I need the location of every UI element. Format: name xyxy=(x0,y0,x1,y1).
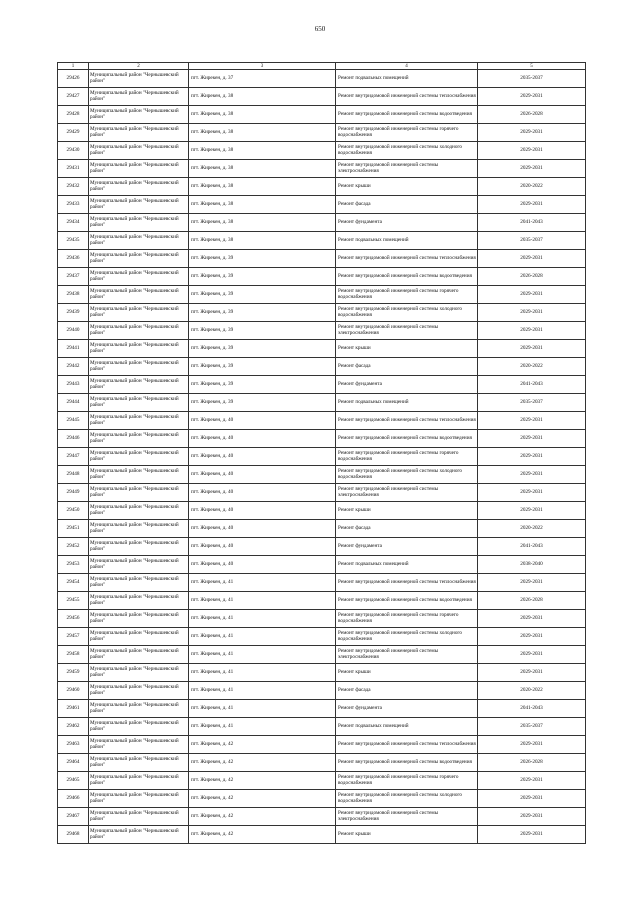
address-cell: пгт. Жирекен, д. 41 xyxy=(189,592,336,610)
table-row xyxy=(58,826,586,844)
row-number: 29445 xyxy=(58,412,89,430)
row-number: 29441 xyxy=(58,340,89,358)
municipality-cell: Муниципальный район "Чернышевский район" xyxy=(89,592,189,610)
municipality-cell: Муниципальный район "Чернышевский район" xyxy=(89,232,189,250)
table-row xyxy=(58,646,586,664)
row-number: 29457 xyxy=(58,628,89,646)
municipality-cell: Муниципальный район "Чернышевский район" xyxy=(89,448,189,466)
address-cell: пгт. Жирекен, д. 37 xyxy=(189,70,336,88)
period-cell: 2029-2031 xyxy=(478,322,586,340)
period-cell: 2029-2031 xyxy=(478,160,586,178)
work-type-cell: Ремонт фундамента xyxy=(336,214,478,232)
work-type-cell: Ремонт внутридомовой инженерной системы горячего водоснабжения xyxy=(336,610,478,628)
period-cell: 2029-2031 xyxy=(478,466,586,484)
table-row xyxy=(58,610,586,628)
work-type-cell: Ремонт внутридомовой инженерной системы электроснабжения xyxy=(336,484,478,502)
period-cell: 2020-2022 xyxy=(478,682,586,700)
period-cell: 2029-2031 xyxy=(478,286,586,304)
row-number: 29426 xyxy=(58,70,89,88)
row-number: 29444 xyxy=(58,394,89,412)
row-number: 29433 xyxy=(58,196,89,214)
work-type-cell: Ремонт крыши xyxy=(336,502,478,520)
table-row xyxy=(58,808,586,826)
municipality-cell: Муниципальный район "Чернышевский район" xyxy=(89,646,189,664)
address-cell: пгт. Жирекен, д. 38 xyxy=(189,88,336,106)
period-cell: 2029-2031 xyxy=(478,610,586,628)
work-type-cell: Ремонт внутридомовой инженерной системы теплоснабжения xyxy=(336,88,478,106)
work-type-cell: Ремонт подвальных помещений xyxy=(336,718,478,736)
work-type-cell: Ремонт внутридомовой инженерной системы холодного водоснабжения xyxy=(336,628,478,646)
period-cell: 2029-2031 xyxy=(478,646,586,664)
table-row xyxy=(58,682,586,700)
row-number: 29463 xyxy=(58,736,89,754)
table-row xyxy=(58,196,586,214)
work-type-cell: Ремонт крыши xyxy=(336,826,478,844)
work-type-cell: Ремонт фундамента xyxy=(336,700,478,718)
municipality-cell: Муниципальный район "Чернышевский район" xyxy=(89,340,189,358)
table-row xyxy=(58,556,586,574)
address-cell: пгт. Жирекен, д. 42 xyxy=(189,826,336,844)
period-cell: 2029-2031 xyxy=(478,484,586,502)
address-cell: пгт. Жирекен, д. 39 xyxy=(189,340,336,358)
period-cell: 2029-2031 xyxy=(478,574,586,592)
page-number: 650 xyxy=(314,25,326,33)
work-type-cell: Ремонт подвальных помещений xyxy=(336,70,478,88)
period-cell: 2029-2031 xyxy=(478,790,586,808)
row-number: 29454 xyxy=(58,574,89,592)
address-cell: пгт. Жирекен, д. 40 xyxy=(189,502,336,520)
work-type-cell: Ремонт внутридомовой инженерной системы холодного водоснабжения xyxy=(336,142,478,160)
table-row xyxy=(58,376,586,394)
address-cell: пгт. Жирекен, д. 39 xyxy=(189,304,336,322)
work-type-cell: Ремонт внутридомовой инженерной системы теплоснабжения xyxy=(336,736,478,754)
table-row xyxy=(58,340,586,358)
municipality-cell: Муниципальный район "Чернышевский район" xyxy=(89,574,189,592)
municipality-cell: Муниципальный район "Чернышевский район" xyxy=(89,466,189,484)
municipality-cell: Муниципальный район "Чернышевский район" xyxy=(89,142,189,160)
municipality-cell: Муниципальный район "Чернышевский район" xyxy=(89,196,189,214)
row-number: 29461 xyxy=(58,700,89,718)
table-row xyxy=(58,772,586,790)
table-row xyxy=(58,286,586,304)
period-cell: 2029-2031 xyxy=(478,142,586,160)
municipality-cell: Муниципальный район "Чернышевский район" xyxy=(89,484,189,502)
row-number: 29468 xyxy=(58,826,89,844)
work-type-cell: Ремонт подвальных помещений xyxy=(336,556,478,574)
table-row xyxy=(58,268,586,286)
address-cell: пгт. Жирекен, д. 39 xyxy=(189,268,336,286)
period-cell: 2029-2031 xyxy=(478,772,586,790)
table-row xyxy=(58,250,586,268)
address-cell: пгт. Жирекен, д. 41 xyxy=(189,628,336,646)
work-type-cell: Ремонт внутридомовой инженерной системы электроснабжения xyxy=(336,808,478,826)
table-row xyxy=(58,502,586,520)
municipality-cell: Муниципальный район "Чернышевский район" xyxy=(89,682,189,700)
period-cell: 2029-2031 xyxy=(478,502,586,520)
municipality-cell: Муниципальный район "Чернышевский район" xyxy=(89,70,189,88)
row-number: 29449 xyxy=(58,484,89,502)
work-type-cell: Ремонт внутридомовой инженерной системы горячего водоснабжения xyxy=(336,772,478,790)
row-number: 29466 xyxy=(58,790,89,808)
table-row xyxy=(58,160,586,178)
row-number: 29458 xyxy=(58,646,89,664)
table-row xyxy=(58,736,586,754)
period-cell: 2029-2031 xyxy=(478,88,586,106)
address-cell: пгт. Жирекен, д. 41 xyxy=(189,682,336,700)
row-number: 29439 xyxy=(58,304,89,322)
address-cell: пгт. Жирекен, д. 38 xyxy=(189,106,336,124)
period-cell: 2035-2037 xyxy=(478,718,586,736)
work-type-cell: Ремонт подвальных помещений xyxy=(336,394,478,412)
municipality-cell: Муниципальный район "Чернышевский район" xyxy=(89,286,189,304)
period-cell: 2041-2043 xyxy=(478,376,586,394)
period-cell: 2020-2022 xyxy=(478,178,586,196)
municipality-cell: Муниципальный район "Чернышевский район" xyxy=(89,304,189,322)
address-cell: пгт. Жирекен, д. 42 xyxy=(189,790,336,808)
address-cell: пгт. Жирекен, д. 40 xyxy=(189,556,336,574)
municipality-cell: Муниципальный район "Чернышевский район" xyxy=(89,664,189,682)
period-cell: 2029-2031 xyxy=(478,340,586,358)
row-number: 29455 xyxy=(58,592,89,610)
municipality-cell: Муниципальный район "Чернышевский район" xyxy=(89,502,189,520)
period-cell: 2038-2040 xyxy=(478,556,586,574)
address-cell: пгт. Жирекен, д. 39 xyxy=(189,358,336,376)
address-cell: пгт. Жирекен, д. 40 xyxy=(189,448,336,466)
work-type-cell: Ремонт внутридомовой инженерной системы горячего водоснабжения xyxy=(336,124,478,142)
municipality-cell: Муниципальный район "Чернышевский район" xyxy=(89,160,189,178)
municipality-cell: Муниципальный район "Чернышевский район" xyxy=(89,790,189,808)
municipality-cell: Муниципальный район "Чернышевский район" xyxy=(89,178,189,196)
row-number: 29467 xyxy=(58,808,89,826)
row-number: 29446 xyxy=(58,430,89,448)
address-cell: пгт. Жирекен, д. 41 xyxy=(189,664,336,682)
period-cell: 2020-2022 xyxy=(478,520,586,538)
work-type-cell: Ремонт крыши xyxy=(336,340,478,358)
address-cell: пгт. Жирекен, д. 38 xyxy=(189,160,336,178)
row-number: 29429 xyxy=(58,124,89,142)
municipality-cell: Муниципальный район "Чернышевский район" xyxy=(89,556,189,574)
address-cell: пгт. Жирекен, д. 38 xyxy=(189,124,336,142)
table-row xyxy=(58,664,586,682)
row-number: 29440 xyxy=(58,322,89,340)
work-type-cell: Ремонт внутридомовой инженерной системы водоотведения xyxy=(336,106,478,124)
address-cell: пгт. Жирекен, д. 40 xyxy=(189,466,336,484)
period-cell: 2026-2028 xyxy=(478,106,586,124)
period-cell: 2041-2043 xyxy=(478,538,586,556)
table-row xyxy=(58,358,586,376)
table-row xyxy=(58,70,586,88)
table-row xyxy=(58,448,586,466)
period-cell: 2026-2028 xyxy=(478,754,586,772)
table-row xyxy=(58,700,586,718)
work-type-cell: Ремонт внутридомовой инженерной системы горячего водоснабжения xyxy=(336,448,478,466)
municipality-cell: Муниципальный район "Чернышевский район" xyxy=(89,412,189,430)
work-type-cell: Ремонт внутридомовой инженерной системы электроснабжения xyxy=(336,322,478,340)
period-cell: 2029-2031 xyxy=(478,826,586,844)
table-row xyxy=(58,124,586,142)
work-type-cell: Ремонт внутридомовой инженерной системы холодного водоснабжения xyxy=(336,466,478,484)
address-cell: пгт. Жирекен, д. 39 xyxy=(189,394,336,412)
municipality-cell: Муниципальный район "Чернышевский район" xyxy=(89,700,189,718)
work-type-cell: Ремонт подвальных помещений xyxy=(336,232,478,250)
municipality-cell: Муниципальный район "Чернышевский район" xyxy=(89,88,189,106)
period-cell: 2029-2031 xyxy=(478,664,586,682)
municipality-cell: Муниципальный район "Чернышевский район" xyxy=(89,124,189,142)
work-type-cell: Ремонт фасада xyxy=(336,520,478,538)
table-row xyxy=(58,430,586,448)
address-cell: пгт. Жирекен, д. 38 xyxy=(189,142,336,160)
table-row xyxy=(58,214,586,232)
table-row xyxy=(58,538,586,556)
municipality-cell: Муниципальный район "Чернышевский район" xyxy=(89,736,189,754)
work-type-cell: Ремонт крыши xyxy=(336,178,478,196)
address-cell: пгт. Жирекен, д. 39 xyxy=(189,250,336,268)
column-header-2: 2 xyxy=(89,63,189,70)
row-number: 29428 xyxy=(58,106,89,124)
table-row xyxy=(58,232,586,250)
period-cell: 2029-2031 xyxy=(478,124,586,142)
table-row xyxy=(58,322,586,340)
work-type-cell: Ремонт внутридомовой инженерной системы водоотведения xyxy=(336,754,478,772)
municipality-cell: Муниципальный район "Чернышевский район" xyxy=(89,718,189,736)
row-number: 29436 xyxy=(58,250,89,268)
row-number: 29443 xyxy=(58,376,89,394)
work-type-cell: Ремонт внутридомовой инженерной системы водоотведения xyxy=(336,268,478,286)
table-row xyxy=(58,394,586,412)
work-type-cell: Ремонт фасада xyxy=(336,196,478,214)
table-row xyxy=(58,412,586,430)
municipality-cell: Муниципальный район "Чернышевский район" xyxy=(89,394,189,412)
period-cell: 2035-2037 xyxy=(478,232,586,250)
row-number: 29442 xyxy=(58,358,89,376)
row-number: 29427 xyxy=(58,88,89,106)
work-type-cell: Ремонт внутридомовой инженерной системы теплоснабжения xyxy=(336,412,478,430)
address-cell: пгт. Жирекен, д. 42 xyxy=(189,736,336,754)
work-type-cell: Ремонт внутридомовой инженерной системы водоотведения xyxy=(336,430,478,448)
row-number: 29437 xyxy=(58,268,89,286)
municipality-cell: Муниципальный район "Чернышевский район" xyxy=(89,808,189,826)
period-cell: 2029-2031 xyxy=(478,448,586,466)
table-row xyxy=(58,178,586,196)
table-row xyxy=(58,574,586,592)
table-row xyxy=(58,718,586,736)
work-type-cell: Ремонт фундамента xyxy=(336,538,478,556)
row-number: 29460 xyxy=(58,682,89,700)
row-number: 29434 xyxy=(58,214,89,232)
period-cell: 2029-2031 xyxy=(478,736,586,754)
municipality-cell: Муниципальный район "Чернышевский район" xyxy=(89,376,189,394)
period-cell: 2026-2028 xyxy=(478,268,586,286)
address-cell: пгт. Жирекен, д. 39 xyxy=(189,376,336,394)
row-number: 29465 xyxy=(58,772,89,790)
address-cell: пгт. Жирекен, д. 41 xyxy=(189,718,336,736)
address-cell: пгт. Жирекен, д. 38 xyxy=(189,178,336,196)
work-type-cell: Ремонт фундамента xyxy=(336,376,478,394)
period-cell: 2029-2031 xyxy=(478,628,586,646)
municipality-cell: Муниципальный район "Чернышевский район" xyxy=(89,826,189,844)
row-number: 29435 xyxy=(58,232,89,250)
row-number: 29462 xyxy=(58,718,89,736)
period-cell: 2029-2031 xyxy=(478,304,586,322)
municipality-cell: Муниципальный район "Чернышевский район" xyxy=(89,268,189,286)
address-cell: пгт. Жирекен, д. 42 xyxy=(189,754,336,772)
municipality-cell: Муниципальный район "Чернышевский район" xyxy=(89,610,189,628)
period-cell: 2020-2022 xyxy=(478,358,586,376)
period-cell: 2029-2031 xyxy=(478,196,586,214)
work-type-cell: Ремонт фасада xyxy=(336,682,478,700)
column-header-4: 4 xyxy=(336,63,478,70)
work-type-cell: Ремонт внутридомовой инженерной системы холодного водоснабжения xyxy=(336,790,478,808)
address-cell: пгт. Жирекен, д. 38 xyxy=(189,214,336,232)
row-number: 29431 xyxy=(58,160,89,178)
row-number: 29438 xyxy=(58,286,89,304)
municipality-cell: Муниципальный район "Чернышевский район" xyxy=(89,538,189,556)
address-cell: пгт. Жирекен, д. 40 xyxy=(189,412,336,430)
table-row xyxy=(58,142,586,160)
table-row xyxy=(58,106,586,124)
work-type-cell: Ремонт внутридомовой инженерной системы теплоснабжения xyxy=(336,250,478,268)
table-row xyxy=(58,520,586,538)
row-number: 29450 xyxy=(58,502,89,520)
work-type-cell: Ремонт внутридомовой инженерной системы электроснабжения xyxy=(336,160,478,178)
period-cell: 2035-2037 xyxy=(478,394,586,412)
address-cell: пгт. Жирекен, д. 41 xyxy=(189,574,336,592)
column-header-3: 3 xyxy=(189,63,336,70)
header-row xyxy=(58,63,586,70)
work-type-cell: Ремонт внутридомовой инженерной системы горячего водоснабжения xyxy=(336,286,478,304)
address-cell: пгт. Жирекен, д. 41 xyxy=(189,610,336,628)
table-row xyxy=(58,790,586,808)
address-cell: пгт. Жирекен, д. 42 xyxy=(189,808,336,826)
period-cell: 2041-2043 xyxy=(478,214,586,232)
period-cell: 2026-2028 xyxy=(478,592,586,610)
address-cell: пгт. Жирекен, д. 40 xyxy=(189,520,336,538)
row-number: 29452 xyxy=(58,538,89,556)
municipality-cell: Муниципальный район "Чернышевский район" xyxy=(89,214,189,232)
address-cell: пгт. Жирекен, д. 41 xyxy=(189,646,336,664)
municipality-cell: Муниципальный район "Чернышевский район" xyxy=(89,754,189,772)
municipality-cell: Муниципальный район "Чернышевский район" xyxy=(89,358,189,376)
table-row xyxy=(58,466,586,484)
table-row xyxy=(58,592,586,610)
municipality-cell: Муниципальный район "Чернышевский район" xyxy=(89,628,189,646)
row-number: 29456 xyxy=(58,610,89,628)
work-type-cell: Ремонт внутридомовой инженерной системы теплоснабжения xyxy=(336,574,478,592)
work-type-cell: Ремонт внутридомовой инженерной системы холодного водоснабжения xyxy=(336,304,478,322)
work-type-cell: Ремонт фасада xyxy=(336,358,478,376)
address-cell: пгт. Жирекен, д. 42 xyxy=(189,772,336,790)
municipality-cell: Муниципальный район "Чернышевский район" xyxy=(89,106,189,124)
row-number: 29453 xyxy=(58,556,89,574)
table-row xyxy=(58,88,586,106)
row-number: 29447 xyxy=(58,448,89,466)
row-number: 29432 xyxy=(58,178,89,196)
address-cell: пгт. Жирекен, д. 38 xyxy=(189,196,336,214)
period-cell: 2029-2031 xyxy=(478,808,586,826)
capital-repair-table xyxy=(57,62,586,844)
municipality-cell: Муниципальный район "Чернышевский район" xyxy=(89,250,189,268)
address-cell: пгт. Жирекен, д. 38 xyxy=(189,232,336,250)
table-row xyxy=(58,304,586,322)
table-row xyxy=(58,754,586,772)
municipality-cell: Муниципальный район "Чернышевский район" xyxy=(89,520,189,538)
address-cell: пгт. Жирекен, д. 40 xyxy=(189,430,336,448)
municipality-cell: Муниципальный район "Чернышевский район" xyxy=(89,430,189,448)
row-number: 29451 xyxy=(58,520,89,538)
municipality-cell: Муниципальный район "Чернышевский район" xyxy=(89,772,189,790)
row-number: 29459 xyxy=(58,664,89,682)
table-row xyxy=(58,628,586,646)
work-type-cell: Ремонт внутридомовой инженерной системы водоотведения xyxy=(336,592,478,610)
work-type-cell: Ремонт крыши xyxy=(336,664,478,682)
municipality-cell: Муниципальный район "Чернышевский район" xyxy=(89,322,189,340)
period-cell: 2041-2043 xyxy=(478,700,586,718)
address-cell: пгт. Жирекен, д. 39 xyxy=(189,286,336,304)
column-header-5: 5 xyxy=(478,63,586,70)
period-cell: 2029-2031 xyxy=(478,250,586,268)
address-cell: пгт. Жирекен, д. 39 xyxy=(189,322,336,340)
table-row xyxy=(58,484,586,502)
column-header-1: 1 xyxy=(58,63,89,70)
address-cell: пгт. Жирекен, д. 40 xyxy=(189,538,336,556)
row-number: 29448 xyxy=(58,466,89,484)
work-type-cell: Ремонт внутридомовой инженерной системы электроснабжения xyxy=(336,646,478,664)
row-number: 29464 xyxy=(58,754,89,772)
address-cell: пгт. Жирекен, д. 41 xyxy=(189,700,336,718)
period-cell: 2029-2031 xyxy=(478,430,586,448)
period-cell: 2029-2031 xyxy=(478,412,586,430)
address-cell: пгт. Жирекен, д. 40 xyxy=(189,484,336,502)
period-cell: 2035-2037 xyxy=(478,70,586,88)
row-number: 29430 xyxy=(58,142,89,160)
